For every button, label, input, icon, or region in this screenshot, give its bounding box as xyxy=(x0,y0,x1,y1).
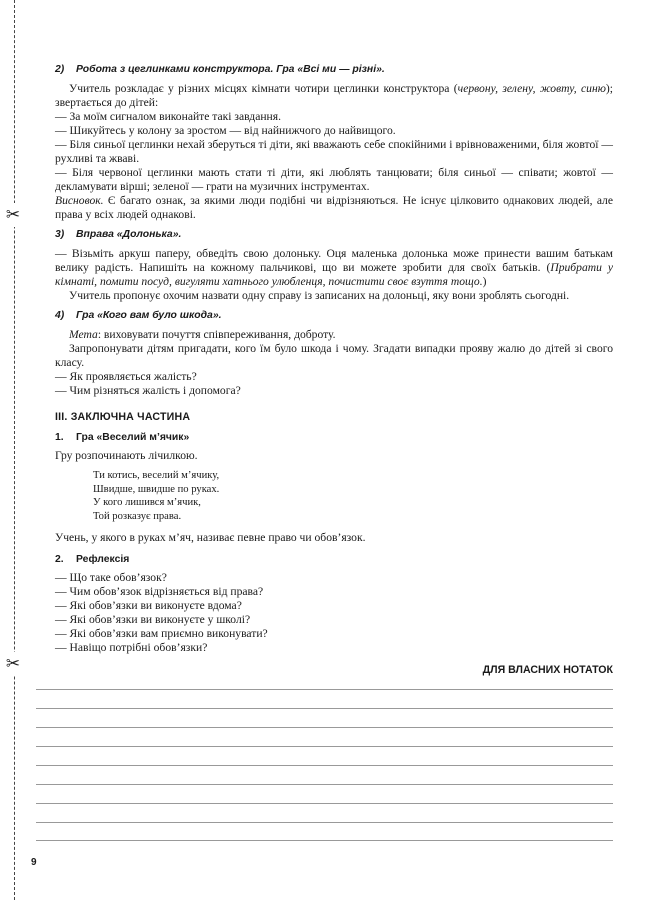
part-3-heading: III. ЗАКЛЮЧНА ЧАСТИНА xyxy=(55,411,191,423)
conclusion-label: Висновок. xyxy=(55,194,104,207)
section-2-line: — Біля синьої цеглинки нехай зберуться ті діти, які вважають себе спокійними і врівноваженими, біля жовтої — рухливі та жваві. xyxy=(55,138,613,165)
section-4-question: — Чим різняться жалість і допомога? xyxy=(55,384,241,397)
intro-text: Учитель розкладає у різних місцях кімнати чотири цеглинки конструктора ( xyxy=(69,82,458,95)
intro-colors: червону, зелену, жовту, синю xyxy=(457,82,606,95)
game-intro: Гру розпочинають лічилкою. xyxy=(55,449,198,462)
reflection-question: — Чим обов’язок відрізняється від права? xyxy=(55,585,264,598)
section-3-text-2: Учитель пропонує охочим назвати одну справу із записаних на долоньці, яку вони зроблять сьогодні. xyxy=(69,289,570,302)
section-3-text-b: ) xyxy=(482,275,487,288)
conclusion-text: Є багато ознак, за якими люди подібні чи відрізняються. Не існує цілковито однакових людей, але права у всіх людей однакові. xyxy=(55,194,613,221)
note-line xyxy=(36,708,613,709)
note-line xyxy=(36,784,613,785)
section-2-title: Робота з цеглинками конструктора. Гра «Всі ми — різні». xyxy=(76,64,385,75)
reflection-number: 2. xyxy=(55,554,64,565)
section-4-number: 4) xyxy=(55,310,65,321)
note-line xyxy=(36,803,613,804)
cut-line xyxy=(14,0,15,900)
section-3-title: Вправа «Долонька». xyxy=(76,229,182,240)
section-4-heading xyxy=(55,309,613,323)
poem-line: Ти котись, веселий м’ячику, xyxy=(93,470,220,481)
goal-label: Мета xyxy=(69,328,98,341)
reflection-title: Рефлексія xyxy=(76,554,130,565)
intro-text-end: ); звертається до дітей: xyxy=(55,82,613,109)
section-3-heading xyxy=(55,228,613,242)
section-2-line: — Біля червоної цеглинки мають стати ті діти, які люблять танцювати; біля синьої — співати; жовтої — декламувати вірші; зеленої — грати на музичних інструментах. xyxy=(55,166,613,193)
reflection-question: — Що таке обов’язок? xyxy=(55,571,167,584)
scissors-icon: ✂ xyxy=(2,203,24,227)
section-2-intro xyxy=(55,82,613,110)
section-2-line: — Шикуйтесь у колону за зростом — від найнижчого до найвищого. xyxy=(55,124,396,137)
note-line xyxy=(36,765,613,766)
section-4-title: Гра «Кого вам було шкода». xyxy=(76,310,222,321)
game-heading xyxy=(55,431,613,445)
note-line xyxy=(36,689,613,690)
poem-line: У кого лишився м’ячик, xyxy=(93,497,201,508)
section-3-text xyxy=(55,247,613,289)
page-content xyxy=(55,59,613,677)
scissors-icon: ✂ xyxy=(2,652,24,676)
game-title: Гра «Веселий м’ячик» xyxy=(76,432,190,443)
page-number: 9 xyxy=(31,857,37,868)
note-line xyxy=(36,822,613,823)
goal-text: : виховувати почуття співпереживання, доброту. xyxy=(97,328,336,341)
section-2-number: 2) xyxy=(55,64,65,75)
section-4-text: Запропонувати дітям пригадати, кого їм було шкода і чому. Згадати випадки прояву жалю до дітей зі свого класу. xyxy=(55,342,613,369)
section-4-question: — Як проявляється жалість? xyxy=(55,370,197,383)
note-line xyxy=(36,840,613,841)
reflection-question: — Які обов’язки ви виконуєте вдома? xyxy=(55,599,242,612)
reflection-question: — Які обов’язки вам приємно виконувати? xyxy=(55,627,268,640)
section-3-number: 3) xyxy=(55,229,65,240)
game-after: Учень, у якого в руках м’яч, називає певне право чи обов’язок. xyxy=(55,531,366,544)
section-2-heading xyxy=(55,63,613,77)
note-line xyxy=(36,746,613,747)
section-2-line: — За моїм сигналом виконайте такі завдання. xyxy=(55,110,281,123)
section-4-goal xyxy=(55,328,613,342)
game-number: 1. xyxy=(55,432,64,443)
notes-title: ДЛЯ ВЛАСНИХ НОТАТОК xyxy=(482,664,613,676)
reflection-question: — Які обов’язки ви виконуєте у школі? xyxy=(55,613,251,626)
section-2-conclusion xyxy=(55,194,613,222)
poem xyxy=(93,469,613,523)
section-3-text-a: — Візьміть аркуш паперу, обведіть свою долоньку. Оця маленька долонька може принести вашим батькам велику радість. Напишіть на кожному пальчикові, що ви можете зробити для своїх батьків. ( xyxy=(55,247,613,274)
note-line xyxy=(36,727,613,728)
section-3-text-italic: Прибрати у кімнаті, помити посуд, вигуляти хатнього улюбленця, почистити своє взуття тощо. xyxy=(55,261,613,288)
reflection-heading xyxy=(55,553,613,567)
reflection-question: — Навіщо потрібні обов’язки? xyxy=(55,641,208,654)
poem-line: Той розказує права. xyxy=(93,510,182,522)
poem-line: Швидше, швидше по руках. xyxy=(93,483,220,495)
